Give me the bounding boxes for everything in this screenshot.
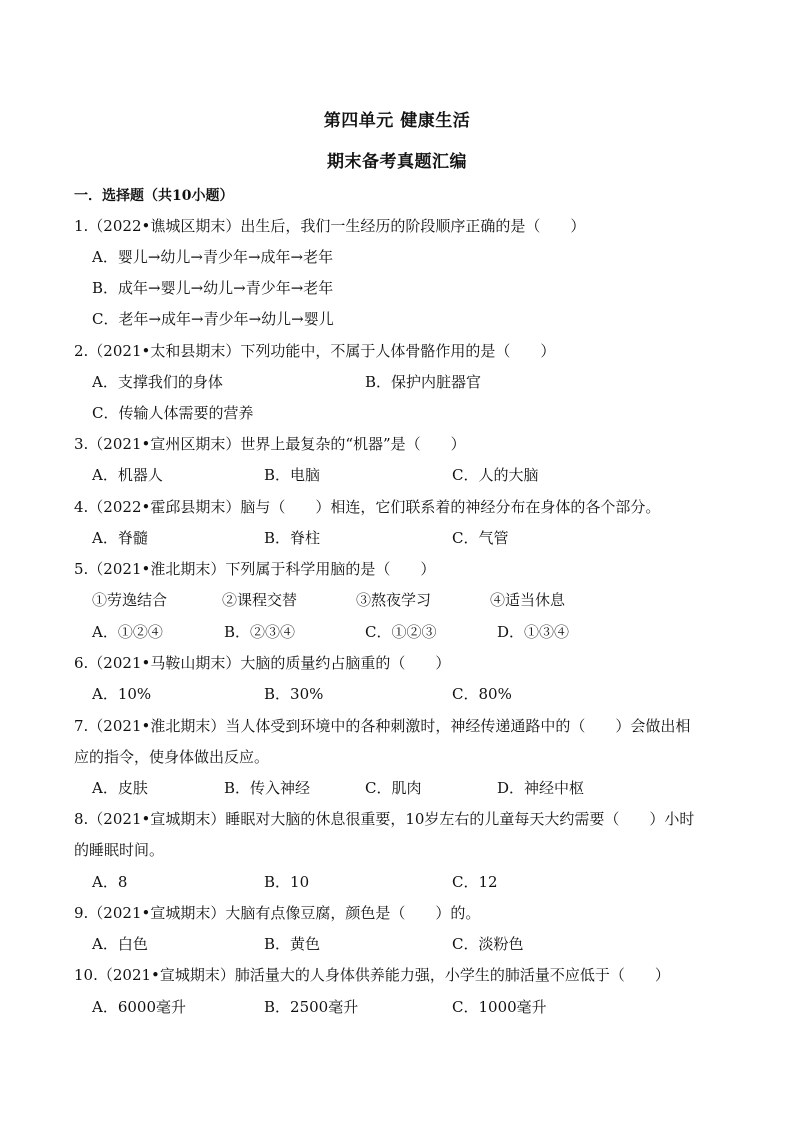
question-8-option-b[interactable]: B．10 [264, 873, 310, 891]
question-6-option-c[interactable]: C．80% [452, 685, 512, 703]
question-5-option-b[interactable]: B．②③④ [224, 623, 296, 641]
question-8-option-a[interactable]: A．8 [92, 873, 128, 891]
question-7-option-a[interactable]: A．皮肤 [92, 779, 148, 797]
question-2-stem: 2.（2021•太和县期末）下列功能中，不属于人体骨骼作用的是（ ） [74, 342, 556, 360]
question-10-option-b[interactable]: B．2500毫升 [264, 998, 359, 1016]
page-title: 第四单元 健康生活 [323, 111, 471, 131]
question-7-stem-line-1: 7.（2021•淮北期末）当人体受到环境中的各种刺激时，神经传递通路中的（ ）会做出相 [74, 717, 691, 735]
question-5-item-2: ②课程交替 [222, 591, 298, 609]
question-1-stem: 1.（2022•谯城区期末）出生后，我们一生经历的阶段顺序正确的是（ ） [74, 217, 586, 235]
question-1-option-b[interactable]: B．成年→婴儿→幼儿→青少年→老年 [92, 279, 334, 297]
question-5-item-4: ④适当休息 [490, 591, 566, 609]
question-4-option-b[interactable]: B．脊柱 [264, 529, 321, 547]
question-9-option-a[interactable]: A．白色 [92, 935, 148, 953]
question-8-stem-line-1: 8.（2021•宣城期末）睡眠对大脑的休息很重要，10岁左右的儿童每天大约需要（ ）小时 [74, 810, 695, 828]
question-5-stem: 5.（2021•淮北期末）下列属于科学用脑的是（ ） [74, 560, 436, 578]
question-1-option-c[interactable]: C．老年→成年→青少年→幼儿→婴儿 [92, 310, 334, 328]
question-8-stem-line-2: 的睡眠时间。 [74, 841, 165, 859]
question-5-option-a[interactable]: A．①②④ [92, 623, 163, 641]
question-4-stem: 4.（2022•霍邱县期末）脑与（ ）相连，它们联系着的神经分布在身体的各个部分。 [74, 498, 661, 516]
question-1-option-a[interactable]: A．婴儿→幼儿→青少年→成年→老年 [92, 248, 334, 266]
question-7-option-d[interactable]: D．神经中枢 [497, 779, 585, 797]
question-5-item-3: ③熬夜学习 [356, 591, 432, 609]
question-6-option-b[interactable]: B．30% [264, 685, 324, 703]
question-9-option-c[interactable]: C．淡粉色 [452, 935, 524, 953]
question-2-option-a[interactable]: A．支撑我们的身体 [92, 373, 223, 391]
question-4-option-a[interactable]: A．脊髓 [92, 529, 148, 547]
question-8-option-c[interactable]: C．12 [452, 873, 498, 891]
question-2-option-b[interactable]: B．保护内脏器官 [365, 373, 482, 391]
question-5-option-d[interactable]: D．①③④ [497, 623, 570, 641]
question-5-item-1: ①劳逸结合 [92, 591, 168, 609]
question-10-option-c[interactable]: C．1000毫升 [452, 998, 547, 1016]
question-10-option-a[interactable]: A．6000毫升 [92, 998, 187, 1016]
question-10-stem: 10.（2021•宣城期末）肺活量大的人身体供养能力强，小学生的肺活量不应低于（ ） [74, 966, 670, 984]
question-3-option-a[interactable]: A．机器人 [92, 466, 163, 484]
page-subtitle: 期末备考真题汇编 [327, 152, 467, 172]
section-heading: 一．选择题（共10小题） [74, 188, 234, 204]
question-6-stem: 6.（2021•马鞍山期末）大脑的质量约占脑重的（ ） [74, 654, 451, 672]
question-6-option-a[interactable]: A．10% [92, 685, 152, 703]
question-7-option-b[interactable]: B．传入神经 [224, 779, 311, 797]
question-3-option-c[interactable]: C．人的大脑 [452, 466, 539, 484]
question-7-option-c[interactable]: C．肌肉 [365, 779, 422, 797]
question-4-option-c[interactable]: C．气管 [452, 529, 509, 547]
question-5-option-c[interactable]: C．①②③ [365, 623, 437, 641]
question-2-option-c[interactable]: C．传输人体需要的营养 [92, 404, 254, 422]
question-9-option-b[interactable]: B．黄色 [264, 935, 321, 953]
question-3-option-b[interactable]: B．电脑 [264, 466, 321, 484]
question-9-stem: 9.（2021•宣城期末）大脑有点像豆腐，颜色是（ ）的。 [74, 904, 481, 922]
question-7-stem-line-2: 应的指令，使身体做出反应。 [74, 748, 270, 766]
question-3-stem: 3.（2021•宣州区期末）世界上最复杂的“机器”是（ ） [74, 435, 466, 453]
